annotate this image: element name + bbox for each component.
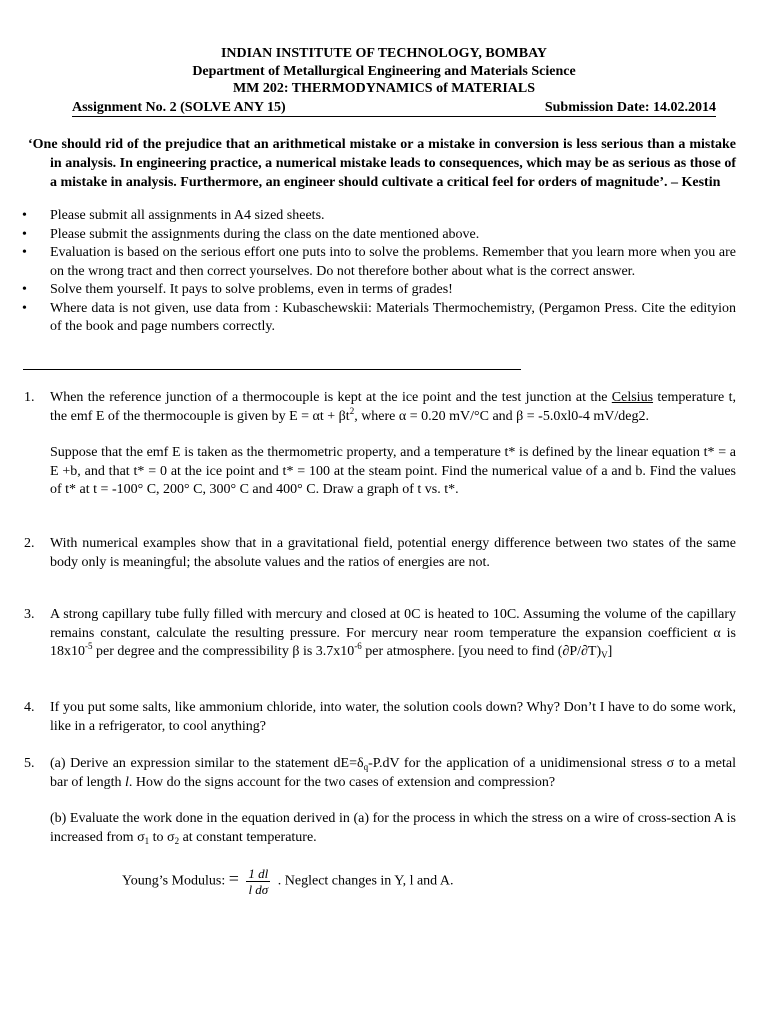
question-4-text: If you put some salts, like ammonium chloride, into water, the solution cools down? Why? Don’t I have to do some work, like in a refrigerator, to cool anything? bbox=[50, 700, 736, 734]
youngs-modulus-formula bbox=[122, 866, 454, 897]
document-header bbox=[0, 45, 768, 98]
submission-date: Submission Date: 14.02.2014 bbox=[544, 100, 716, 115]
q3-subscript: V bbox=[601, 650, 608, 660]
q3-text-b: per degree and the compressibility β is 3.7x10 bbox=[92, 644, 355, 659]
assignment-row bbox=[72, 99, 716, 117]
instructions-list bbox=[0, 207, 768, 337]
institute-name: INDIAN INSTITUTE OF TECHNOLOGY, BOMBAY bbox=[220, 46, 548, 61]
department-name: Department of Metallurgical Engineering and Materials Science bbox=[192, 63, 576, 79]
question-2-text: With numerical examples show that in a gravitational field, potential energy difference between two states of the same body only is meaningful; the absolute values and the ratios of energies are not. bbox=[50, 536, 736, 570]
question-number: 3. bbox=[24, 607, 35, 622]
q1-superscript: 2 bbox=[349, 405, 355, 416]
instruction-item bbox=[0, 244, 736, 281]
question-body bbox=[50, 535, 736, 572]
q1-text-b: temperature t, the emf E of the thermocouple is given by E = αt + βt bbox=[50, 390, 736, 424]
instruction-text: Please submit the assignments during the class on the date mentioned above. bbox=[50, 226, 480, 242]
instruction-item bbox=[0, 300, 736, 337]
section-divider bbox=[23, 369, 521, 370]
q5a-text-3: . How do the signs account for the two cases of extension and compression? bbox=[128, 774, 556, 790]
bullet-icon: • bbox=[22, 226, 27, 242]
q5b-text-2: to σ bbox=[149, 829, 175, 845]
kestin-quote bbox=[28, 135, 736, 192]
question-5-part-b bbox=[50, 810, 736, 847]
q3-text-d: ] bbox=[607, 644, 613, 659]
formula-equals: = bbox=[228, 868, 239, 889]
question-number: 5. bbox=[24, 756, 35, 771]
fraction-numerator: 1 dl bbox=[248, 866, 269, 881]
question-body bbox=[50, 755, 736, 847]
question-number: 4. bbox=[24, 700, 35, 715]
q5a-length-symbol: l bbox=[125, 774, 129, 790]
instruction-item bbox=[0, 207, 736, 226]
question-3-text bbox=[50, 606, 736, 662]
question-1-paragraph-1 bbox=[50, 389, 736, 426]
course-title: MM 202: THERMODYNAMICS of MATERIALS bbox=[232, 81, 536, 96]
bullet-icon: • bbox=[22, 282, 27, 297]
question-5-part-a bbox=[50, 755, 736, 792]
question-body bbox=[50, 606, 736, 662]
formula-tail: . Neglect changes in Y, l and A. bbox=[277, 873, 454, 889]
q5b-text-3: at constant temperature. bbox=[179, 829, 317, 845]
fraction-denominator: l dσ bbox=[248, 882, 269, 897]
q5b-subscript-1: 1 bbox=[144, 835, 150, 846]
question-number: 1. bbox=[24, 390, 35, 405]
quote-text: ‘One should rid of the prejudice that an arithmetical mistake or a mistake in conversion is less serious than a mistake in analysis. In engineering practice, a numerical mistake leads to consequences, which may be as serious as those of a mistake in analysis. Furthermore, an engineer should cultivate a critical feel for orders of magnitude’. – Kestin bbox=[28, 137, 736, 190]
formula-fraction bbox=[246, 866, 270, 897]
bullet-icon: • bbox=[22, 300, 27, 316]
question-number: 2. bbox=[24, 536, 35, 551]
q3-exponent-1: -5 bbox=[85, 641, 93, 651]
q5a-text-1: (a) Derive an expression similar to the statement dE=δ bbox=[50, 756, 364, 771]
q5a-text-2: -P.dV for the application of a unidimensional stress σ to a metal bar of length bbox=[50, 756, 736, 790]
celsius-link[interactable]: Celsius bbox=[611, 390, 654, 405]
assignment-number: Assignment No. 2 (SOLVE ANY 15) bbox=[72, 100, 286, 115]
instruction-item bbox=[0, 226, 736, 245]
q1-text-c: , where α = 0.20 mV/°C and β = -5.0xl0-4 mV/deg2. bbox=[354, 408, 649, 424]
q3-text-c: per atmosphere. [you need to find (∂P/∂T) bbox=[361, 644, 602, 659]
instruction-text: Solve them yourself. It pays to solve problems, even in terms of grades! bbox=[50, 282, 453, 297]
question-body bbox=[50, 389, 736, 500]
q1-text-a: When the reference junction of a thermocouple is kept at the ice point and the test junction at the bbox=[50, 390, 612, 405]
instruction-text: Where data is not given, use data from : Kubaschewskii: Materials Thermochemistry, (Pergamon Press. Cite the edityion of the book and page numbers correctly. bbox=[50, 300, 736, 334]
q5b-subscript-2: 2 bbox=[174, 835, 180, 846]
instruction-item bbox=[0, 281, 736, 300]
question-body bbox=[50, 699, 736, 736]
instruction-text: Please submit all assignments in A4 sized sheets. bbox=[50, 208, 325, 223]
bullet-icon: • bbox=[22, 245, 27, 260]
q5a-subscript: q bbox=[363, 762, 369, 772]
q3-text-a: A strong capillary tube fully filled with mercury and closed at 0C is heated to 10C. Assuming the volume of the capillary remains constant, calculate the resulting pressure. For mercury near room temperature the expansion coefficient α is 18x10 bbox=[50, 607, 736, 659]
bullet-icon: • bbox=[22, 208, 27, 223]
question-1-paragraph-2: Suppose that the emf E is taken as the thermometric property, and a temperature t* is defined by the linear equation t* = a E +b, and that t* = 0 at the ice point and t* = 100 at the steam point. Find the numerical value of a and b. Find the values of t* at t = -100° C, 200° C, 300° C and 400° C. Draw a graph of t vs. t*. bbox=[50, 445, 736, 497]
instruction-text: Evaluation is based on the serious effort one puts into to solve the problems. Remember that you learn more when you are on the wrong tract and then correct yourselves. Do not therefore bother about what is the correct answer. bbox=[50, 245, 736, 279]
formula-label: Young’s Modulus: bbox=[122, 873, 229, 889]
q5b-text-1: (b) Evaluate the work done in the equation derived in (a) for the process in which the stress on a wire of cross-section A is increased from σ bbox=[50, 811, 736, 845]
q3-exponent-2: -6 bbox=[354, 641, 362, 651]
